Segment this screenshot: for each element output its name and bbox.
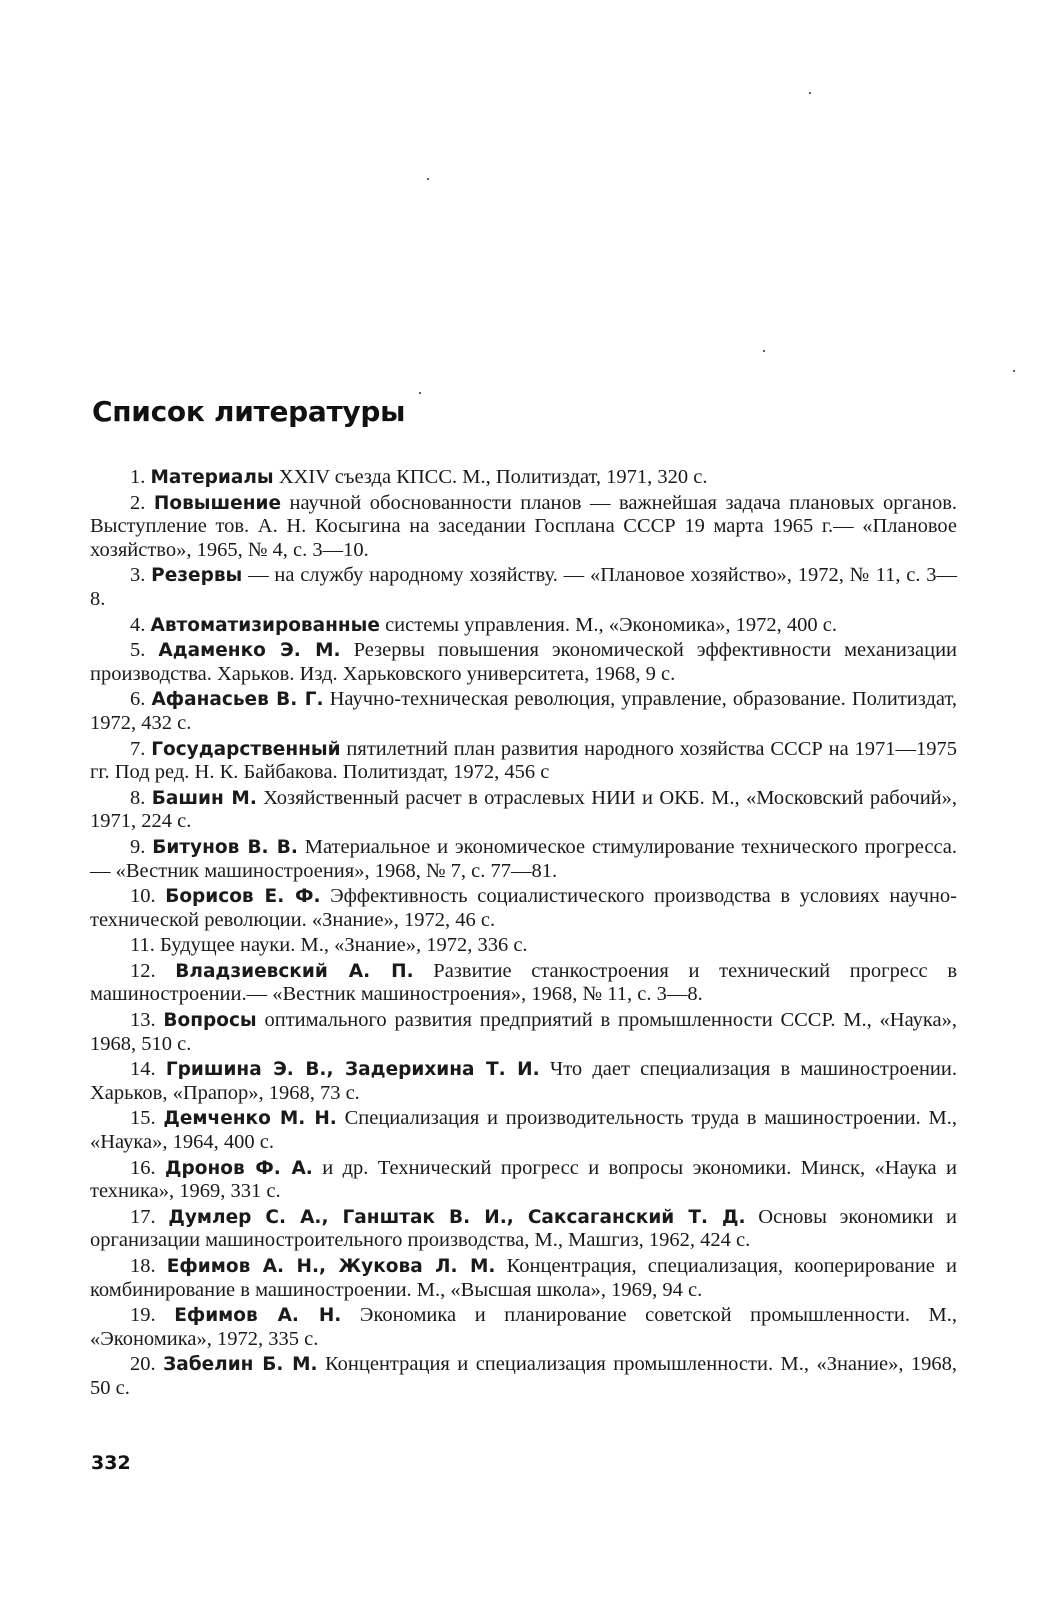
- reference-item: 7. Государственный пятилетний план развития народного хозяйства СССР на 1971—1975 гг. Под ред. Н. К. Байбакова. Политиздат, 1972, 456 с: [90, 737, 958, 784]
- print-speck: [419, 392, 421, 394]
- page-title: Список литературы: [92, 395, 406, 428]
- reference-item: 14. Гришина Э. В., Задерихина Т. И. Что дает специализация в машиностроении. Харьков, «Прапор», 1968, 73 с.: [90, 1058, 957, 1104]
- reference-item: 17. Думлер С. А., Ганштак В. И., Саксаганский Т. Д. Основы экономики и организации машиностроительного производства, М., Машгиз, 1962, 424 с.: [90, 1205, 958, 1252]
- reference-item: 18. Ефимов А. Н., Жукова Л. М. Концентрация, специализация, кооперирование и комбинирование в машиностроении. М., «Высшая школа», 1969, 94 с.: [90, 1255, 958, 1301]
- reference-item: 11. Будущее науки. М., «Знание», 1972, 336 с.: [130, 934, 528, 957]
- page-number: 332: [91, 1452, 131, 1474]
- reference-item: 5. Адаменко Э. М. Резервы повышения экономической эффективности механизации производства. Харьков. Изд. Харьковского университета, 1968, 9 с.: [90, 639, 958, 685]
- reference-list: [90, 466, 957, 1403]
- print-speck: [809, 92, 811, 94]
- reference-item: 1. Материалы XXIV съезда КПСС. М., Политиздат, 1971, 320 с.: [130, 466, 708, 488]
- print-speck: [763, 350, 765, 352]
- reference-item: 3. Резервы — на службу народному хозяйству. — «Плановое хозяйство», 1972, № 11, с. 3—8.: [90, 564, 958, 610]
- reference-item: 12. Владзиевский А. П. Развитие станкостроения и технический прогресс в машиностроении.— «Вестник машиностроения», 1968, № 11, с. 3—8.: [90, 959, 957, 1006]
- reference-item: 16. Дронов Ф. А. и др. Технический прогресс и вопросы экономики. Минск, «Наука и техника», 1969, 331 с.: [90, 1156, 958, 1203]
- reference-item: 4. Автоматизированные системы управления. М., «Экономика», 1972, 400 с.: [130, 613, 838, 636]
- reference-item: 6. Афанасьев В. Г. Научно-техническая революция, управление, образование. Политиздат, 1972, 432 с.: [90, 688, 958, 734]
- reference-item: 13. Вопросы оптимального развития предприятий в промышленности СССР. М., «Наука», 1968, 510 с.: [90, 1009, 957, 1055]
- reference-item: 15. Демченко М. Н. Специализация и производительность труда в машиностроении. М., «Наука», 1964, 400 с.: [90, 1107, 958, 1154]
- reference-item: 20. Забелин Б. М. Концентрация и специализация промышленности. М., «Знание», 1968, 50 с.: [90, 1353, 958, 1399]
- reference-item: 2. Повышение научной обоснованности планов — важнейшая задача плановых органов. Выступление тов. А. Н. Косыгина на заседании Госплана СССР 19 марта 1965 г.— «Плановое хозяйство», 1965, № 4, с. 3—10.: [90, 491, 958, 561]
- reference-item: 9. Битунов В. В. Материальное и экономическое стимулирование технического прогресса.— «Вестник машиностроения», 1968, № 7, с. 77—81.: [90, 835, 958, 882]
- print-speck: [1013, 370, 1015, 372]
- print-speck: [427, 178, 429, 180]
- reference-item: 8. Башин М. Хозяйственный расчет в отраслевых НИИ и ОКБ. М., «Московский рабочий», 1971, 224 с.: [90, 786, 958, 833]
- reference-item: 10. Борисов Е. Ф. Эффективность социалистического производства в условиях научно-технической революции. «Знание», 1972, 46 с.: [90, 885, 958, 931]
- reference-item: 19. Ефимов А. Н. Экономика и планирование советской промышленности. М., «Экономика», 1972, 335 с.: [90, 1304, 958, 1350]
